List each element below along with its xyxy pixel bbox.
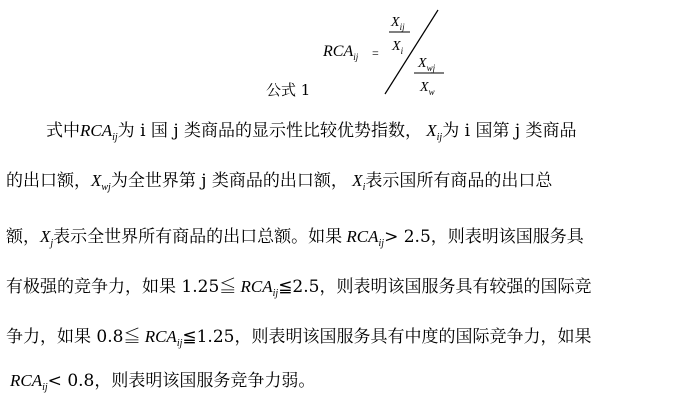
formula-lower-numerator: $X_{wj}$ <box>418 56 436 73</box>
text-segment: 式中 <box>46 121 80 141</box>
paragraph-line-3 <box>6 222 584 252</box>
text-segment: 有极强的竞争力，如果 1.25≦ <box>6 277 237 297</box>
formula-upper-numerator: $X_{ij}$ <box>391 15 405 32</box>
text-segment: 表示全世界所有商品的出口总额。如果 <box>53 227 343 247</box>
formula-equals: = <box>372 46 379 60</box>
formula-lhs: $RCA_{ij}$ <box>323 43 359 62</box>
text-segment: ≦2.5，则表明该国服务具有较强的国际竞 <box>278 277 592 297</box>
symbol-rca-ij: $RCA_{ij}$ <box>80 121 118 143</box>
text-segment: 的出口额， <box>6 171 91 191</box>
text-segment: 额， <box>6 227 40 247</box>
symbol-rca-ij: $RCA_{ij}$ <box>144 327 183 349</box>
symbol-rca-ij: $RCA_{ij}$ <box>240 277 279 299</box>
text-segment: 为 i 国 j 类商品的显示性比较优势指数， <box>117 121 422 141</box>
paragraph-line-5 <box>6 322 591 352</box>
symbol-rca-ij: $RCA_{ij}$ <box>10 371 48 393</box>
paragraph-line-6 <box>10 366 315 396</box>
paragraph-line-2 <box>6 166 552 196</box>
text-segment: > 2.5，则表明该国服务具 <box>384 227 584 247</box>
text-segment: < 0.8，则表明该国服务竞争力弱。 <box>47 371 316 391</box>
formula-svg <box>0 0 695 100</box>
symbol-rca-ij: $RCA_{ij}$ <box>346 227 385 249</box>
symbol-x-j: $X_j$ <box>40 227 54 249</box>
formula-label: 公式 1 <box>266 81 311 99</box>
text-segment: 表示国所有商品的出口总 <box>365 171 553 191</box>
text-segment: 为 i 国第 j 类商品 <box>442 121 577 141</box>
symbol-x-wj: $X_{wj}$ <box>91 171 111 193</box>
symbol-x-i: $X_i$ <box>352 171 366 193</box>
paragraph-line-4 <box>6 272 591 302</box>
formula-block <box>0 0 695 100</box>
paragraph-line-1 <box>46 116 577 146</box>
text-segment: 争力，如果 0.8≦ <box>6 327 141 347</box>
text-segment: 为全世界第 j 类商品的出口额， <box>110 171 348 191</box>
formula-lower-denominator: $X_w$ <box>420 80 435 97</box>
formula-upper-denominator: $X_i$ <box>392 39 404 56</box>
symbol-x-ij: $X_{ij}$ <box>426 121 443 143</box>
text-segment: ≦1.25，则表明该国服务具有中度的国际竞争力，如果 <box>182 327 592 347</box>
